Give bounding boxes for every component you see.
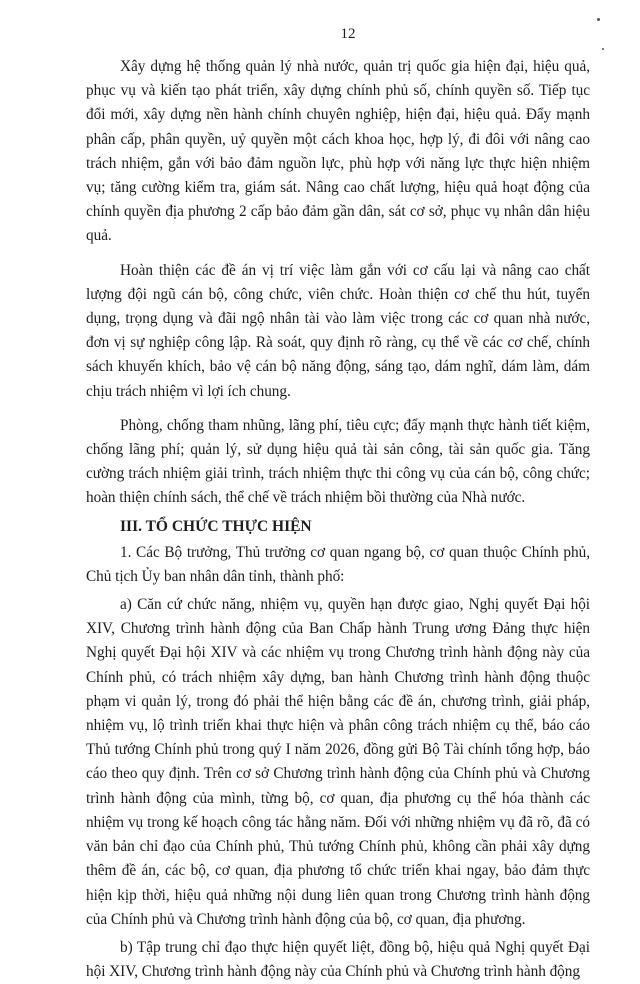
paragraph-workforce: Hoàn thiện các đề án vị trí việc làm gắn với cơ cấu lại và nâng cao chất lượng đội ngũ cán bộ, công chức, viên chức. Hoàn thiện cơ chế thu hút, tuyển dụng, trọng dụng và đãi ngộ nhân tài vào làm việc trong các cơ quan nhà nước, đơn vị sự nghiệp công lập. Rà soát, quy định rõ ràng, cụ thể về các cơ chế, chính sách khuyến khích, bảo vệ cán bộ năng động, sáng tạo, dám nghĩ, dám làm, dám chịu trách nhiệm vì lợi ích chung.: [86, 261, 590, 400]
paragraph-item-a: a) Căn cứ chức năng, nhiệm vụ, quyền hạn được giao, Nghị quyết Đại hội XIV, Chương trình hành động của Ban Chấp hành Trung ương Đảng thực hiện Nghị quyết Đại hội XIV và các nhiệm vụ trong Chương trình hành động này của Chính phủ, có trách nhiệm xây dựng, ban hành Chương trình hành động thuộc phạm vi quản lý, trong đó phải thể hiện bằng các đề án, chương trình, giải pháp, nhiệm vụ, lộ trình triển khai thực hiện và phân công trách nhiệm cụ thể, báo cáo Thủ tướng Chính phủ trong quý I năm 2026, đồng gửi Bộ Tài chính tổng hợp, báo cáo theo quy định. Trên cơ sở Chương trình hành động của Chính phủ và Chương trình hành động của mình, từng bộ, cơ quan, địa phương cụ thể hóa thành các nhiệm vụ trong kế hoạch công tác hằng năm. Đối với những nhiệm vụ đã rõ, đã có văn bản chỉ đạo của Chính phủ, Thủ tướng Chính phủ, không cần phải xây dựng thêm đề án, các bộ, cơ quan, địa phương tổ chức triển khai ngay, bảo đảm thực hiện kịp thời, hiệu quả những nội dung liên quan trong Chương trình hành động của Chính phủ và Chương trình hành động của bộ, cơ quan, địa phương.: [86, 596, 590, 928]
scan-speck: [602, 48, 604, 50]
paragraph-anti-corruption: Phòng, chống tham nhũng, lãng phí, tiêu cực; đẩy mạnh thực hành tiết kiệm, chống lãng phí; quản lý, sử dụng hiệu quả tài sản công, tài sản quốc gia. Tăng cường trách nhiệm giải trình, trách nhiệm thực thi công vụ của cán bộ, công chức; hoàn thiện chính sách, thể chế về trách nhiệm bồi thường của Nhà nước.: [86, 416, 590, 507]
paragraph-item-b: b) Tập trung chỉ đạo thực hiện quyết liệt, đồng bộ, hiệu quả Nghị quyết Đại hội XIV, Chương trình hành động này của Chính phủ và Chương trình hành động: [86, 938, 590, 981]
paragraph-item-1: 1. Các Bộ trưởng, Thủ trưởng cơ quan ngang bộ, cơ quan thuộc Chính phủ, Chủ tịch Ủy ban nhân dân tỉnh, thành phố:: [86, 543, 590, 585]
page-number: 12: [340, 26, 356, 42]
scan-speck: [597, 18, 600, 21]
section-heading: III. TỔ CHỨC THỰC HIỆN: [120, 517, 312, 535]
paragraph-state-management: Xây dựng hệ thống quản lý nhà nước, quản trị quốc gia hiện đại, hiệu quả, phục vụ và kiến tạo phát triển, xây dựng chính phủ số, chính quyền số. Tiếp tục đổi mới, xây dựng nền hành chính chuyên nghiệp, hiện đại, hiệu quả. Đẩy mạnh phân cấp, phân quyền, uỷ quyền một cách khoa học, hợp lý, đi đôi với nâng cao trách nhiệm, gắn với bảo đảm nguồn lực, phù hợp với năng lực thực hiện nhiệm vụ; tăng cường kiểm tra, giám sát. Nâng cao chất lượng, hiệu quả hoạt động của chính quyền địa phương 2 cấp bảo đảm gần dân, sát cơ sở, phục vụ nhân dân hiệu quả.: [86, 58, 590, 245]
